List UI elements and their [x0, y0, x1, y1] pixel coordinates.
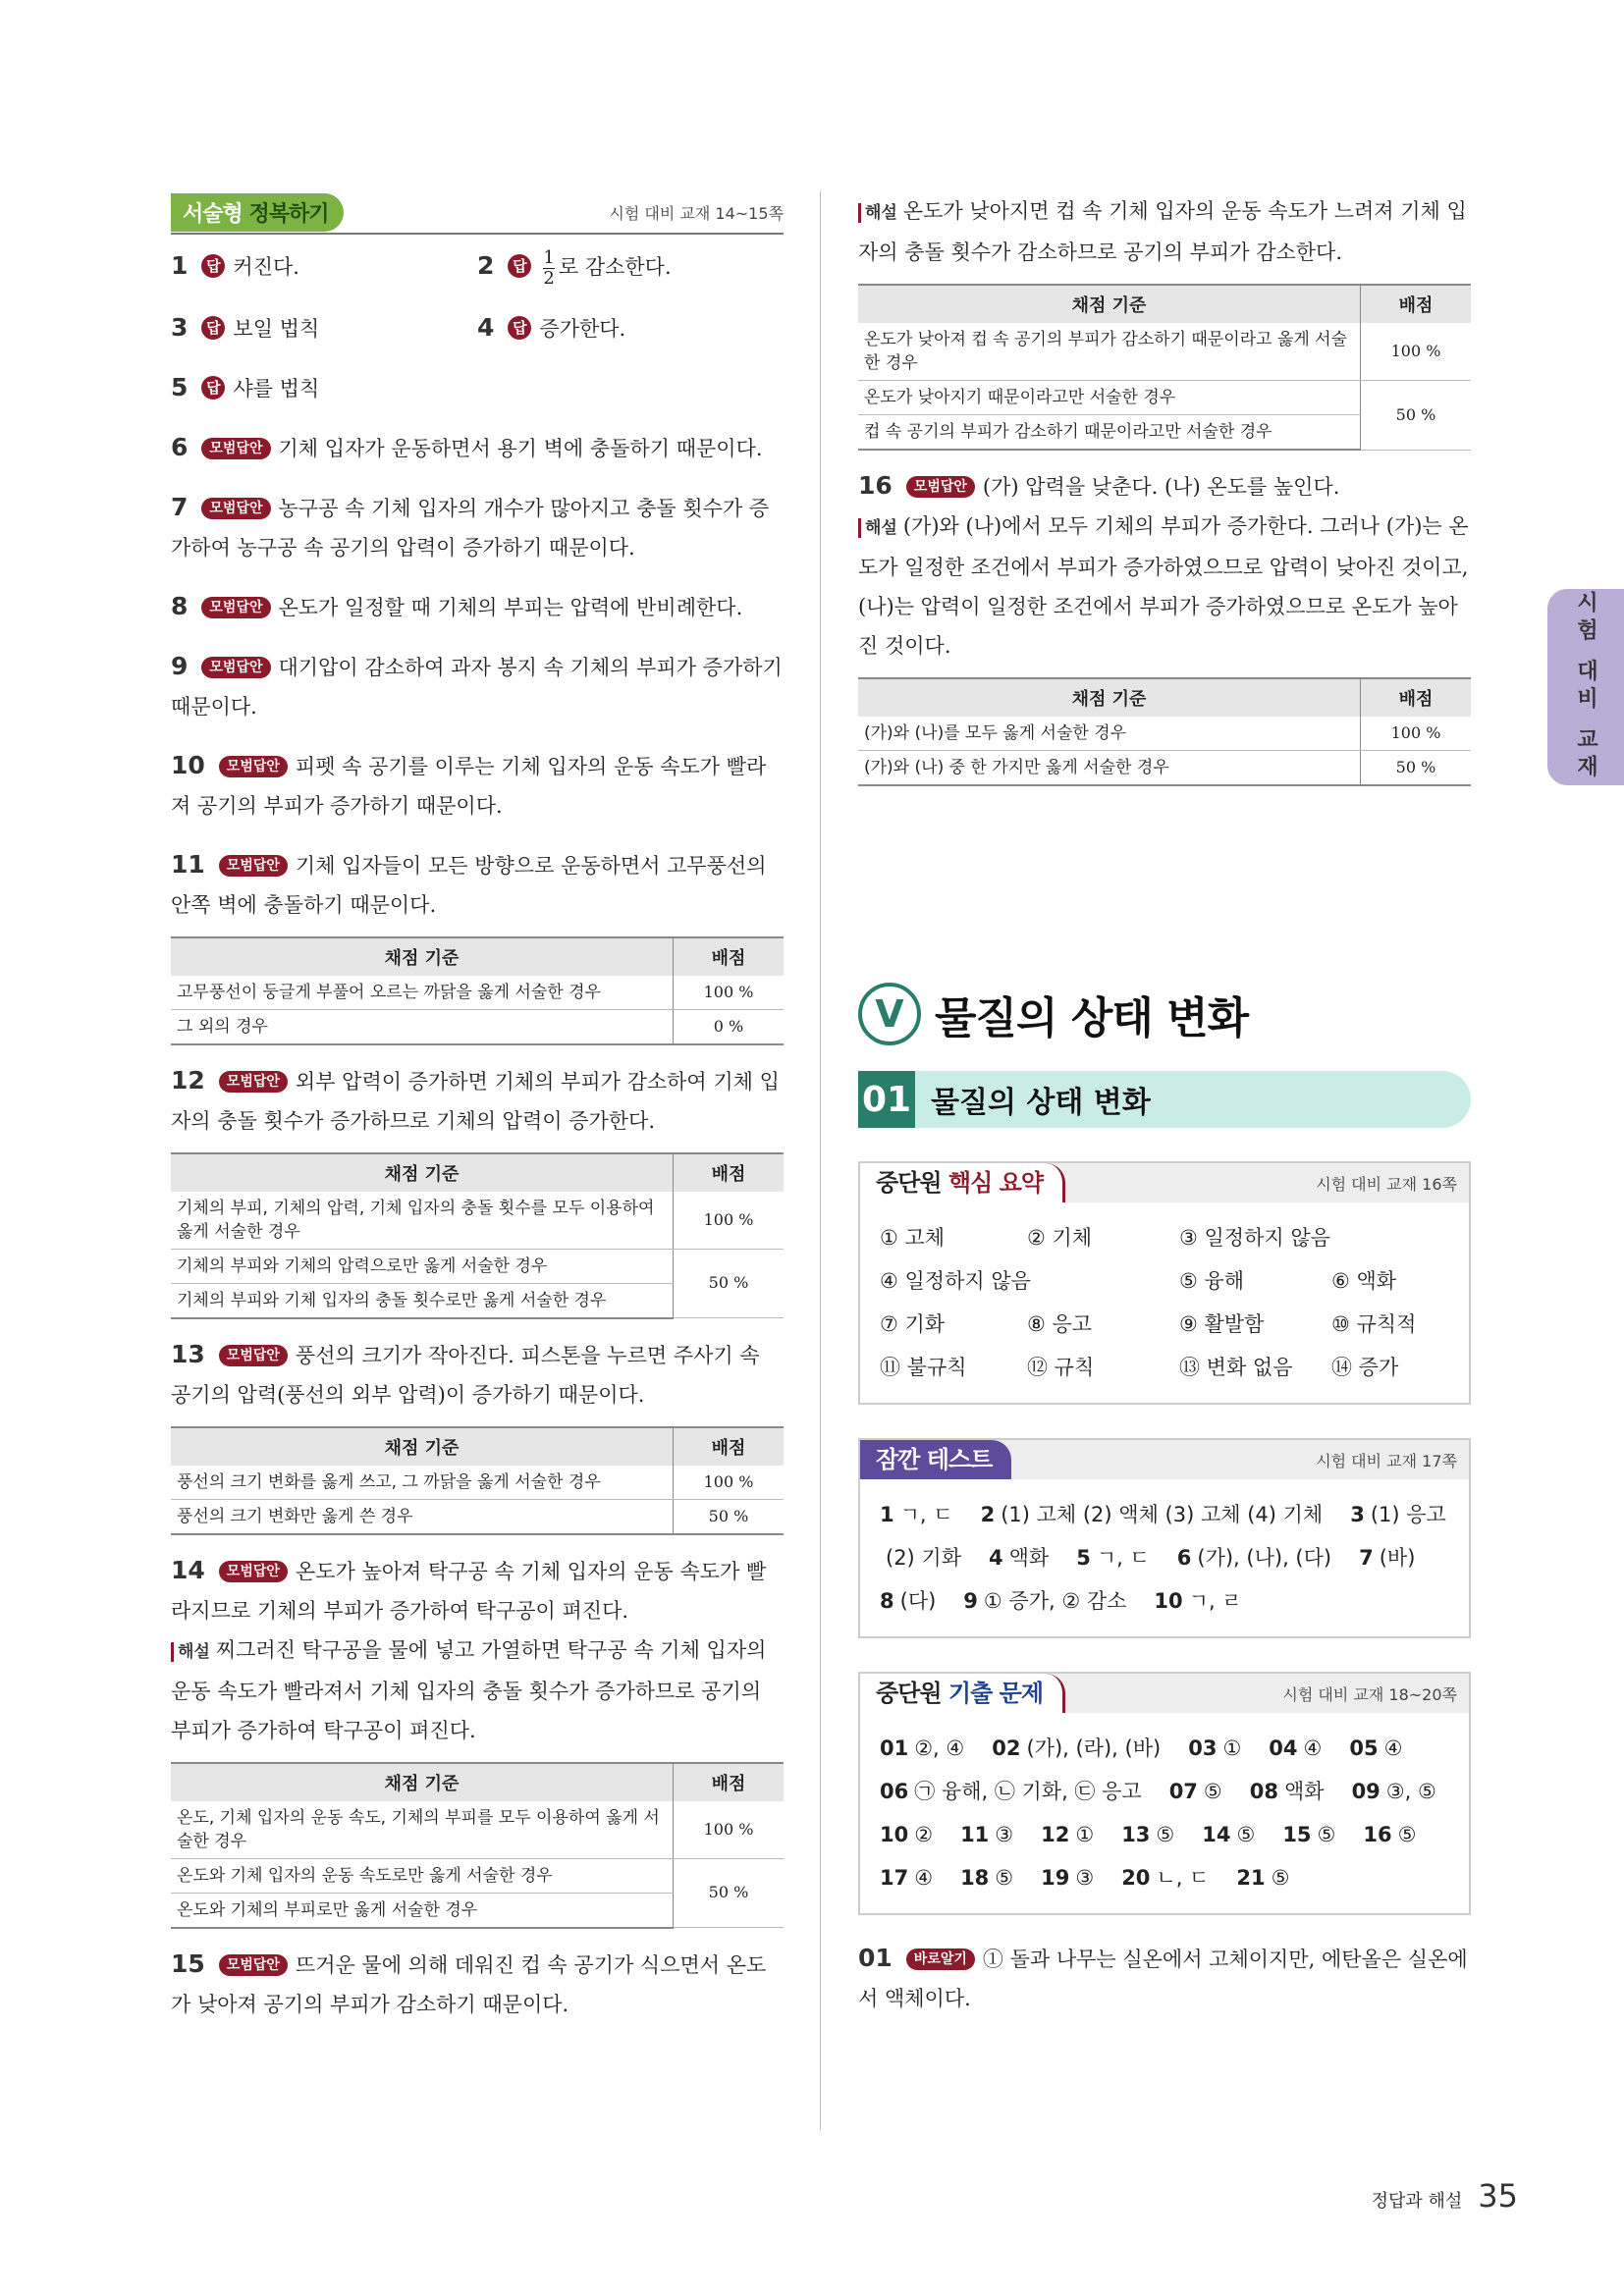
exam-answer: 19 ③ — [1041, 1866, 1095, 1890]
grading-table-15: 채점 기준 배점 온도가 낮아져 컵 속 공기의 부피가 감소하기 때문이라고 옳게 서술한 경우 100 % 온도가 낮아지기 때문이라고만 서술한 경우 50 % 컵 속 공기의 부피가 감소하기 때문이라고만 서술한 경우 — [858, 284, 1471, 451]
summary-item: ⑫ 규칙 — [1027, 1356, 1095, 1379]
exam-answer: 02 (가), (라), (바) — [992, 1736, 1162, 1760]
explanation-14: 해설 찌그러진 탁구공을 물에 넣고 가열하면 탁구공 속 기체 입자의 운동 속도가 빨라져서 기체 입자의 충돌 횟수가 증가하므로 공기의 부피가 증가하여 탁구공이 펴진다. — [171, 1637, 767, 1742]
box-header — [860, 1674, 1469, 1713]
summary-item: ⑭ 증가 — [1331, 1356, 1399, 1379]
answer-row — [171, 246, 784, 289]
answer-01: 01 바로알기 ① 돌과 나무는 실온에서 고체이지만, 에탄올은 실온에서 액체이다. — [858, 1944, 1468, 2010]
table-row: (가)와 (나)를 모두 옳게 서술한 경우 100 % — [858, 717, 1471, 751]
summary-item: ⑨ 활발함 — [1179, 1312, 1265, 1336]
table-row: 풍선의 크기 변화만 옳게 쓴 경우 50 % — [171, 1499, 784, 1534]
summary-item: ⑧ 응고 — [1027, 1312, 1093, 1336]
explanation-15: 해설 온도가 낮아지면 컵 속 기체 입자의 운동 속도가 느려져 기체 입자의 충돌 횟수가 감소하므로 공기의 부피가 감소한다. — [858, 199, 1467, 264]
answer-16: 16 모범답안 (가) 압력을 낮춘다. (나) 온도를 높인다. — [858, 471, 1340, 500]
answer-8: 8 모범답안 온도가 일정할 때 기체의 부피는 압력에 반비례한다. — [171, 591, 743, 620]
table-row: 온도가 낮아지기 때문이라고만 서술한 경우 50 % — [858, 381, 1471, 415]
explanation-16: 해설 (가)와 (나)에서 모두 기체의 부피가 증가한다. 그러나 (가)는 온도가 일정한 조건에서 부피가 증가하였으므로 압력이 낮아진 것이고, (나)는 압력이 일정한 조건에서 부피가 증가하였으므로 온도가 높아진 것이다. — [858, 514, 1469, 658]
grading-table-13: 채점 기준 배점 풍선의 크기 변화를 옳게 쓰고, 그 까닭을 옳게 서술한 경우 100 % 풍선의 크기 변화만 옳게 쓴 경우 50 % — [171, 1426, 784, 1535]
table-row: 기체의 부피와 기체의 압력으로만 옳게 서술한 경우 50 % — [171, 1249, 784, 1283]
answer-row — [171, 308, 784, 348]
grading-table-12: 채점 기준 배점 기체의 부피, 기체의 압력, 기체 입자의 충돌 횟수를 모두 이용하여 옳게 서술한 경우 100 % 기체의 부피와 기체의 압력으로만 옳게 서술한 경우 50 % 기체의 부피와 기체 입자의 충돌 횟수로만 옳게 서술한 경우 — [171, 1152, 784, 1319]
chapter-numeral: V — [858, 983, 921, 1045]
answer-15: 15 모범답안 뜨거운 물에 의해 데워진 컵 속 공기가 식으면서 온도가 낮아져 공기의 부피가 감소하기 때문이다. — [171, 1949, 767, 2016]
table-row: 온도와 기체의 부피로만 옳게 서술한 경우 — [171, 1893, 784, 1928]
answer-14: 14 모범답안 온도가 높아져 탁구공 속 기체 입자의 운동 속도가 빨라지므로 기체의 부피가 증가하여 탁구공이 펴진다. — [171, 1555, 767, 1623]
fraction: $\frac{1}{2}$ — [543, 246, 555, 289]
table-row: 온도, 기체 입자의 운동 속도, 기체의 부피를 모두 이용하여 옳게 서술한 경우 100 % — [171, 1801, 784, 1859]
chapter-title: 물질의 상태 변화 — [935, 993, 1249, 1043]
grading-table-14: 채점 기준 배점 온도, 기체 입자의 운동 속도, 기체의 부피를 모두 이용하여 옳게 서술한 경우 100 % 온도와 기체 입자의 운동 속도로만 옳게 서술한 경우 50 % 온도와 기체의 부피로만 옳게 서술한 경우 — [171, 1762, 784, 1929]
table-row: 기체의 부피와 기체 입자의 충돌 횟수로만 옳게 서술한 경우 — [171, 1283, 784, 1318]
right-column — [858, 191, 1471, 2018]
answer-10: 10 모범답안 피펫 속 공기를 이루는 기체 입자의 운동 속도가 빨라져 공기의 부피가 증가하기 때문이다. — [171, 750, 767, 818]
page-footer — [1372, 2177, 1518, 2215]
answer-13: 13 모범답안 풍선의 크기가 작아진다. 피스톤을 누르면 주사기 속 공기의 압력(풍선의 외부 압력)이 증가하기 때문이다. — [171, 1339, 760, 1407]
quick-test-answers — [860, 1479, 1469, 1636]
footer-title: 정답과 해설 — [1371, 2191, 1463, 2212]
quick-test-answer: 1 ㄱ, ㄷ — [880, 1503, 953, 1526]
summary-item: ① 고체 — [880, 1226, 946, 1250]
table-row: 고무풍선이 둥글게 부풀어 오르는 까닭을 옳게 서술한 경우 100 % — [171, 976, 784, 1010]
box-tag: 중단원 기출 문제 — [860, 1674, 1065, 1713]
table-row: 풍선의 크기 변화를 옳게 쓰고, 그 까닭을 옳게 서술한 경우 100 % — [171, 1466, 784, 1500]
table-row: 컵 속 공기의 부피가 감소하기 때문이라고만 서술한 경우 — [858, 415, 1471, 451]
table-row: 온도가 낮아져 컵 속 공기의 부피가 감소하기 때문이라고 옳게 서술한 경우 100 % — [858, 323, 1471, 381]
exam-answer: 01 ②, ④ — [880, 1736, 965, 1760]
exam-answer: 10 ② — [880, 1823, 934, 1846]
answer-2: 2 답 $\frac{1}{2}$ 로 감소한다. — [477, 246, 672, 289]
grading-table-11 — [171, 936, 784, 1045]
section-ref: 시험 대비 교재 14~15쪽 — [609, 203, 784, 223]
box-ref: 시험 대비 교재 17쪽 — [1316, 1451, 1457, 1470]
chapter-heading — [858, 983, 1471, 1045]
page-number: 35 — [1478, 2177, 1518, 2215]
answer-6: 6 모범답안 기체 입자가 운동하면서 용기 벽에 충돌하기 때문이다. — [171, 432, 763, 461]
exam-answer: 14 ⑤ — [1202, 1823, 1256, 1846]
summary-item: ⑥ 액화 — [1331, 1269, 1397, 1293]
exam-answer: 07 ⑤ — [1168, 1780, 1222, 1803]
answer-9: 9 모범답안 대기압이 감소하여 과자 봉지 속 기체의 부피가 증가하기 때문이다. — [171, 651, 783, 719]
box-ref: 시험 대비 교재 16쪽 — [1316, 1174, 1457, 1194]
summary-box — [858, 1161, 1471, 1405]
exam-answer: 13 ⑤ — [1121, 1823, 1175, 1846]
table-row: 그 외의 경우 0 % — [171, 1009, 784, 1044]
table-row: 기체의 부피, 기체의 압력, 기체 입자의 충돌 횟수를 모두 이용하여 옳게 서술한 경우 100 % — [171, 1192, 784, 1250]
summary-item: ② 기체 — [1027, 1226, 1093, 1250]
quick-test-answer: 3 (1) 응고 — [1350, 1503, 1446, 1526]
answer-11: 11 모범답안 기체 입자들이 모든 방향으로 운동하면서 고무풍선의 안쪽 벽에 충돌하기 때문이다. — [171, 849, 767, 917]
box-header — [860, 1163, 1469, 1202]
exam-box — [858, 1672, 1471, 1915]
exam-answer: 12 ① — [1041, 1823, 1095, 1846]
summary-item: ⑩ 규칙적 — [1331, 1312, 1417, 1336]
table-header: 채점 기준 — [171, 937, 674, 976]
quick-test-answer: (2) 기화 — [886, 1546, 961, 1570]
exam-answer: 06 ㉠ 융해, ㉡ 기화, ㉢ 응고 — [880, 1780, 1142, 1803]
section-tag: 서술형 정복하기 — [171, 193, 344, 232]
exam-answer: 03 ① — [1188, 1736, 1242, 1760]
exam-answer: 15 ⑤ — [1282, 1823, 1336, 1846]
box-ref: 시험 대비 교재 18~20쪽 — [1282, 1684, 1457, 1704]
summary-grid — [860, 1202, 1469, 1403]
answer-5: 5 답 샤를 법칙 — [171, 372, 320, 401]
section-header — [171, 191, 784, 235]
answer-12: 12 모범답안 외부 압력이 증가하면 기체의 부피가 감소하여 기체 입자의 충돌 횟수가 증가하므로 기체의 압력이 증가한다. — [171, 1065, 780, 1133]
exam-answer: 18 ⑤ — [960, 1866, 1014, 1890]
quick-test-answer: 5 ㄱ, ㄷ — [1076, 1546, 1150, 1570]
exam-answer: 04 ④ — [1269, 1736, 1323, 1760]
box-tag: 잠깐 테스트 — [860, 1440, 1011, 1479]
exam-answer: 21 ⑤ — [1236, 1866, 1290, 1890]
exam-answer: 05 ④ — [1349, 1736, 1403, 1760]
exam-answer: 11 ③ — [960, 1823, 1014, 1846]
answer-4: 4 답 증가한다. — [477, 312, 626, 342]
subchapter-bar — [858, 1071, 1471, 1128]
exam-answer: 09 ③, ⑤ — [1351, 1780, 1436, 1803]
summary-item: ⑦ 기화 — [880, 1312, 946, 1336]
quick-test-answer: 2 (1) 고체 (2) 액체 (3) 고체 (4) 기체 — [980, 1503, 1324, 1526]
summary-item: ⑤ 융해 — [1179, 1269, 1245, 1293]
summary-item: ⑪ 불규칙 — [880, 1356, 967, 1379]
quick-test-answer: 6 (가), (나), (다) — [1176, 1546, 1332, 1570]
exam-answer: 08 액화 — [1249, 1780, 1325, 1803]
quick-test-answer: 10 ㄱ, ㄹ — [1154, 1589, 1242, 1613]
answer-7: 7 모범답안 농구공 속 기체 입자의 개수가 많아지고 충돌 횟수가 증가하여 농구공 속 공기의 압력이 증가하기 때문이다. — [171, 492, 770, 560]
subchapter-title: 물질의 상태 변화 — [931, 1086, 1151, 1120]
exam-answer: 20 ㄴ, ㄷ — [1121, 1866, 1210, 1890]
summary-item: ⑬ 변화 없음 — [1179, 1356, 1293, 1379]
subchapter-number: 01 — [858, 1071, 915, 1128]
side-tab: 시험 대비 교재 — [1547, 589, 1624, 785]
exam-answer: 17 ④ — [880, 1866, 934, 1890]
quick-test-answer: 9 ① 증가, ② 감소 — [963, 1589, 1127, 1613]
table-row: (가)와 (나) 중 한 가지만 옳게 서술한 경우 50 % — [858, 751, 1471, 786]
quick-test-answer: 4 액화 — [989, 1546, 1050, 1570]
answer-1: 1 답 커진다. — [171, 251, 299, 280]
quick-test-box — [858, 1438, 1471, 1638]
exam-answer: 16 ⑤ — [1363, 1823, 1417, 1846]
quick-test-answer: 8 (다) — [880, 1589, 937, 1613]
exam-answers — [860, 1713, 1469, 1913]
box-header — [860, 1440, 1469, 1479]
left-column — [171, 191, 784, 2024]
summary-item: ③ 일정하지 않음 — [1179, 1226, 1330, 1250]
quick-test-answer: 7 (바) — [1359, 1546, 1416, 1570]
grading-table-16: 채점 기준 배점 (가)와 (나)를 모두 옳게 서술한 경우 100 % (가)와 (나) 중 한 가지만 옳게 서술한 경우 50 % — [858, 677, 1471, 786]
table-header: 배점 — [674, 937, 785, 976]
answer-3: 3 답 보일 법칙 — [171, 312, 320, 342]
box-tag: 중단원 핵심 요약 — [860, 1163, 1065, 1202]
summary-item: ④ 일정하지 않음 — [880, 1269, 1031, 1293]
column-divider — [820, 191, 821, 2130]
table-row: 온도와 기체 입자의 운동 속도로만 옳게 서술한 경우 50 % — [171, 1858, 784, 1893]
